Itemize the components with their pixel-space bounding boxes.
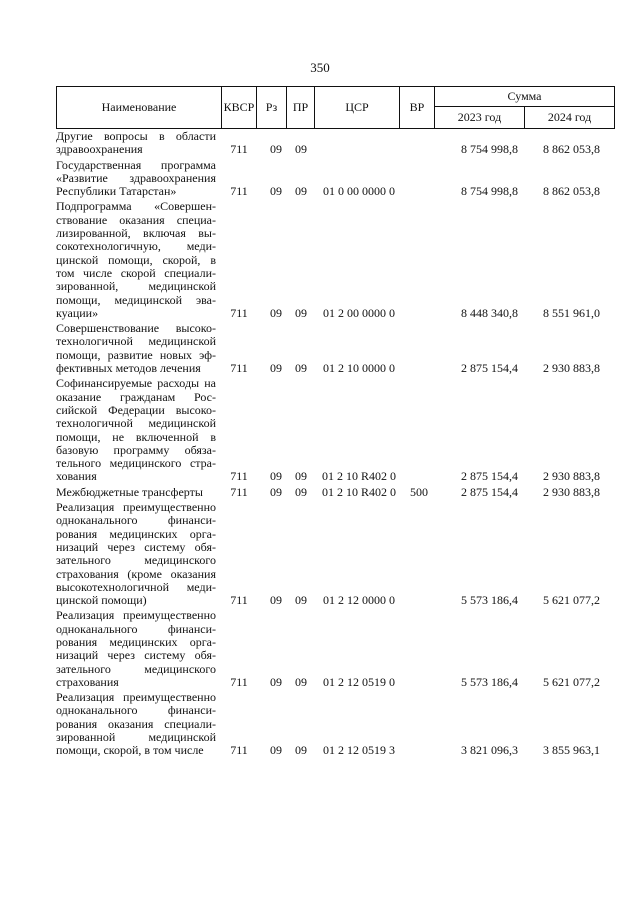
table-row	[56, 377, 616, 483]
row-sum-2024: 2 930 883,8	[543, 469, 600, 484]
row-sum-2023: 8 448 340,8	[461, 305, 518, 320]
row-sum-2024: 8 862 053,8	[543, 184, 600, 199]
header-kvsr: КВСР	[222, 87, 257, 129]
row-name: Другие вопросы в области здравоохранения	[56, 129, 216, 157]
row-csr: 01 2 12 0519 3	[323, 743, 395, 758]
table-body	[56, 130, 616, 760]
table-row	[56, 130, 616, 157]
row-pr: 09	[295, 593, 307, 608]
page-number: 350	[310, 60, 330, 75]
row-rz: 09	[270, 674, 282, 689]
row-sum-2023: 8 754 998,8	[461, 142, 518, 157]
row-sum-2023: 5 573 186,4	[461, 593, 518, 608]
row-pr: 09	[295, 484, 307, 499]
row-sum-2023: 8 754 998,8	[461, 184, 518, 199]
row-csr: 01 2 12 0519 0	[323, 674, 395, 689]
row-sum-2024: 2 930 883,8	[543, 361, 600, 376]
row-sum-2023: 2 875 154,4	[461, 361, 518, 376]
row-rz: 09	[270, 361, 282, 376]
row-sum-2024: 5 621 077,2	[543, 674, 600, 689]
table-row	[56, 691, 616, 757]
row-kvsr: 711	[230, 484, 248, 499]
row-pr: 09	[295, 674, 307, 689]
header-year-2024: 2024 год	[525, 107, 615, 129]
row-sum-2024: 8 551 961,0	[543, 305, 600, 320]
row-sum-2023: 3 821 096,3	[461, 743, 518, 758]
row-pr: 09	[295, 142, 307, 157]
row-rz: 09	[270, 184, 282, 199]
row-vr: 500	[410, 484, 428, 499]
table-row	[56, 200, 616, 320]
row-csr: 01 2 12 0000 0	[323, 593, 395, 608]
row-name: Софинансируемые расходы на оказание гражданам Российской Федерации высокотехнологичной медицинской помощи, не включенной в базовую программу обязательного медицинского страхования	[56, 376, 216, 484]
table-row	[56, 322, 616, 375]
row-kvsr: 711	[230, 469, 248, 484]
header-name: Наименование	[57, 87, 222, 129]
row-pr: 09	[295, 361, 307, 376]
table-row	[56, 486, 616, 499]
row-name: Межбюджетные трансферты	[56, 484, 203, 499]
row-sum-2023: 5 573 186,4	[461, 674, 518, 689]
row-kvsr: 711	[230, 743, 248, 758]
row-name: Государственная программа «Развитие здравоохранения Республики Татарстан»	[56, 157, 216, 199]
row-kvsr: 711	[230, 305, 248, 320]
row-sum-2023: 2 875 154,4	[461, 484, 518, 499]
row-csr: 01 2 00 0000 0	[323, 305, 395, 320]
row-pr: 09	[295, 469, 307, 484]
row-rz: 09	[270, 469, 282, 484]
row-sum-2024: 5 621 077,2	[543, 593, 600, 608]
row-sum-2023: 2 875 154,4	[461, 469, 518, 484]
row-name: Реализация преимущественно одноканального финансирования медицинских организаций через систему обязательного медицинского страхования (кроме оказания высокотехнологичной медицинской помощи)	[56, 500, 216, 608]
header-pr: ПР	[287, 87, 315, 129]
table-row	[56, 609, 616, 689]
header-sum: Сумма	[435, 87, 615, 107]
row-csr: 01 2 10 R402 0	[321, 484, 396, 499]
header-year-2023: 2023 год	[435, 107, 525, 129]
row-sum-2024: 3 855 963,1	[543, 743, 600, 758]
row-rz: 09	[270, 305, 282, 320]
header-rz: Рз	[257, 87, 287, 129]
table-row	[56, 501, 616, 607]
row-name: Подпрограмма «Совершенствование оказания специализированной, включая высокотехнологичную, медицинской помощи, скорой, в том числе скорой специализированной, медицинской помощи, медицинской эвакуации»	[56, 199, 216, 320]
header-csr: ЦСР	[315, 87, 400, 129]
row-csr: 01 2 10 0000 0	[323, 361, 395, 376]
row-rz: 09	[270, 142, 282, 157]
table-header	[56, 86, 614, 129]
row-name: Совершенствование высокотехнологичной медицинской помощи, развитие новых эффективных методов лечения	[56, 321, 216, 376]
row-rz: 09	[270, 743, 282, 758]
row-pr: 09	[295, 184, 307, 199]
row-name: Реализация преимущественно одноканального финансирования оказания специализированной медицинской помощи, скорой, в том числе	[56, 690, 216, 758]
row-csr: 01 2 10 R402 0	[321, 469, 396, 484]
row-kvsr: 711	[230, 674, 248, 689]
table-row	[56, 159, 616, 199]
header-vr: ВР	[400, 87, 435, 129]
row-kvsr: 711	[230, 593, 248, 608]
row-name: Реализация преимущественно одноканального финансирования медицинских организаций через систему обязательного медицинского страхования	[56, 608, 216, 689]
row-pr: 09	[295, 305, 307, 320]
row-kvsr: 711	[230, 142, 248, 157]
row-pr: 09	[295, 743, 307, 758]
row-rz: 09	[270, 593, 282, 608]
row-kvsr: 711	[230, 361, 248, 376]
row-kvsr: 711	[230, 184, 248, 199]
row-csr: 01 0 00 0000 0	[323, 184, 395, 199]
row-sum-2024: 2 930 883,8	[543, 484, 600, 499]
row-rz: 09	[270, 484, 282, 499]
row-sum-2024: 8 862 053,8	[543, 142, 600, 157]
